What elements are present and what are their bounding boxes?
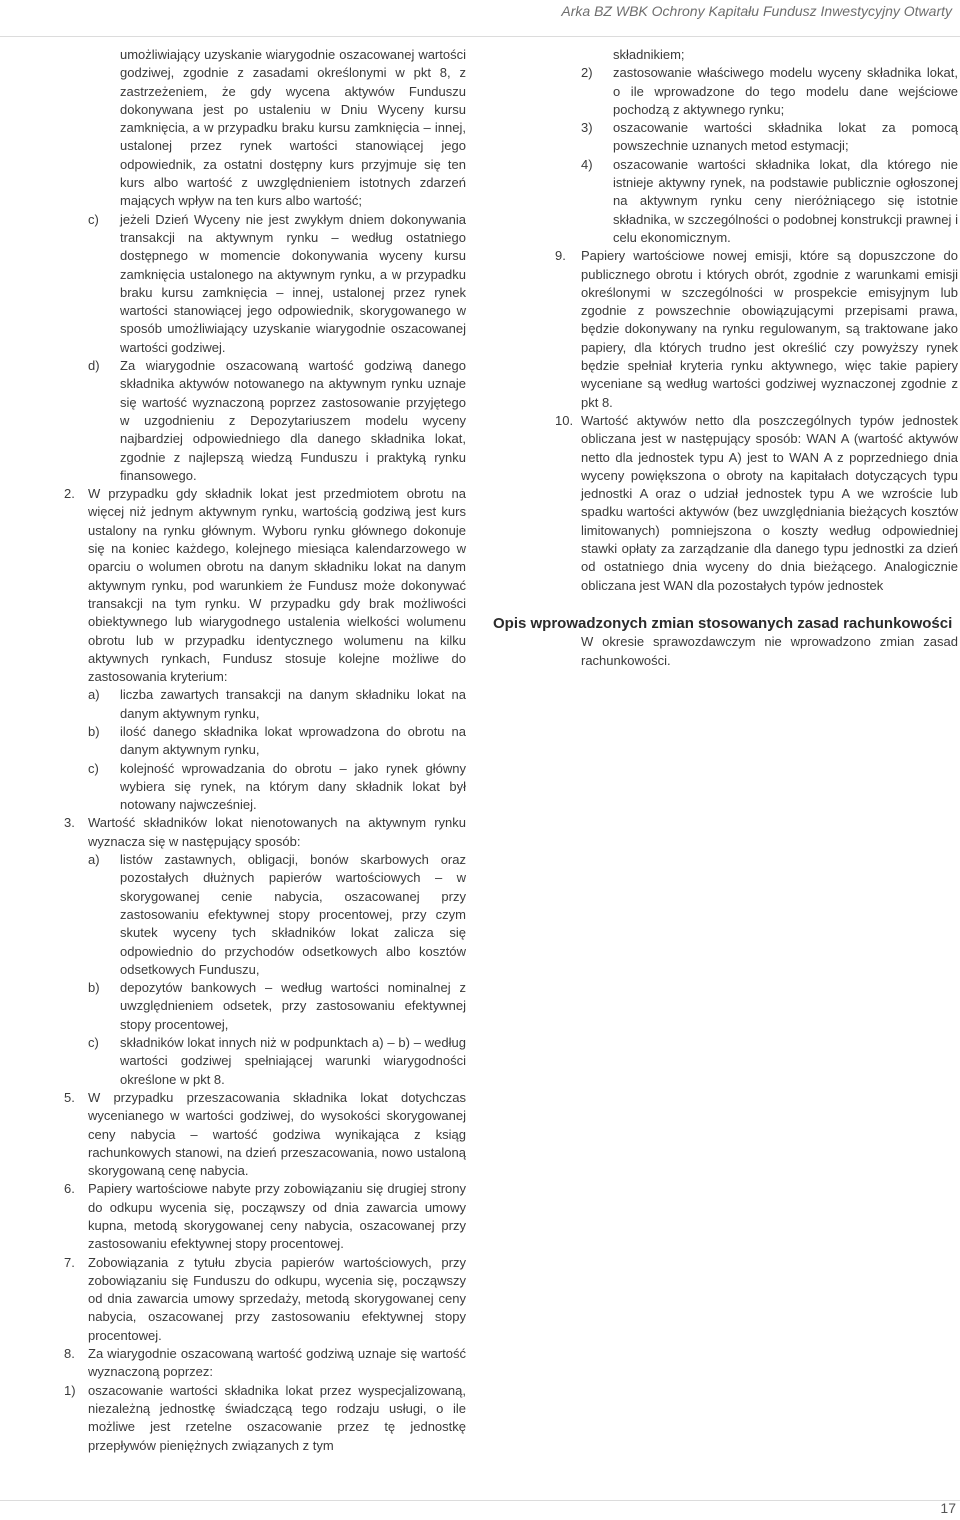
list-item: b) ilość danego składnika lokat wprowadzona do obrotu na danym aktywnym rynku,	[88, 723, 466, 758]
list-item: b) depozytów bankowych – według wartości nominalnej z uwzględnieniem odsetek, przy zastosowaniu efektywnej stopy procentowej,	[88, 980, 466, 1032]
list-item: c) kolejność wprowadzania do obrotu – jako rynek główny wybiera się rynek, na którym dany składnik lokat był notowany najwcześniej.	[88, 760, 466, 813]
numbered-paragraph: 6. Papiery wartościowe nabyte przy zobowiązaniu się drugiej strony do odkupu wycenia się, począwszy od dnia zawarcia umowy kupna, metodą skorygowanej ceny nabycia, oszacowanej przy zastosowaniu efektywnej stopy procentowej.	[64, 1181, 466, 1252]
section-heading: Opis wprowadzonych zmian stosowanych zasad rachunkowości	[493, 614, 953, 632]
list-item: 3) oszacowanie wartości składnika lokat za pomocą powszechnie uznanych metod estymacji;	[581, 120, 958, 154]
numbered-paragraph: 10. Wartość aktywów netto dla poszczególnych typów jednostek obliczana jest w następujący sposób: WAN A (wartość aktywów netto dla jednostek typu A) jest to WAN A z poprzedniego dnia wyceny powiększona o obroty na kapitałach dotyczących typu jednostki A oraz o udział jednostek typu A we wzroście lub spadku wartości aktywów (bez uwzględniania bieżących kosztów limitowanych) pomniejszona o koszty według odpowiedniej stawki opłaty za zarządzanie dla danego typu jednostki za dzień od ostatniego dnia wyceny do dnia bieżącego. Analogicznie obliczana jest WAN dla pozostałych typów jednostek	[555, 412, 958, 593]
paragraph: umożliwiający uzyskanie wiarygodnie oszacowanej wartości godziwej, zgodnie z zasadami określonymi w pkt 8, z zastrzeżeniem, że gdy wycena aktywów Funduszu dokonywana jest po ustaleniu w Dniu Wyceny kursu zamknięcia, a w przypadku braku kursu zamknięcia – innej, ustalonej przez rynek wartości stanowiącej jego odpowiednik, za ostatni dostępny kurs przyjmuje się ten kurs albo wartość z uwzględnieniem istotnych zdarzeń mających wpływ na ten kurs albo wartość;	[120, 47, 466, 209]
page-number: 17	[940, 1500, 956, 1516]
section-body: W okresie sprawozdawczym nie wprowadzono zmian zasad rachunkowości.	[581, 634, 958, 668]
document-title: Arka BZ WBK Ochrony Kapitału Fundusz Inwestycyjny Otwarty	[561, 3, 952, 19]
footer-divider	[0, 1500, 960, 1501]
list-item: a) listów zastawnych, obligacji, bonów skarbowych oraz pozostałych dłużnych papierów wartościowych – w skorygowanej cenie nabycia, oszacowanej przy zastosowaniu efektywnej stopy procentowej, przy czym skutek wyceny tych składników lokat zalicza się odpowiednio do przychodów odsetkowych albo kosztów odsetkowych Funduszu,	[88, 852, 466, 977]
numbered-paragraph: 8. Za wiarygodnie oszacowaną wartość godziwą uznaje się wartość wyznaczoną poprzez:	[64, 1346, 466, 1380]
numbered-paragraph: 2. W przypadku gdy składnik lokat jest przedmiotem obrotu na więcej niż jednym aktywnym rynku, wartością godziwą jest kurs ustalony na rynku głównym. Wyboru rynku głównego dokonuje się na koniec każdego, kolejnego miesiąca kalendarzowego w oparciu o wolumen obrotu na danym składniku lokat na danym aktywnym rynku, pod warunkiem że Fundusz może dokonywać transakcji na tym rynku. W przypadku gdy brak możliwości obiektywnego lub wiarygodnego ustalenia wielkości wolumenu obrotu lub w przypadku identycznego wolumenu na kilku aktywnych rynkach, Fundusz stosuje kolejne możliwe do zastosowania kryterium:	[64, 486, 466, 685]
right-column	[493, 46, 958, 670]
numbered-paragraph: 7. Zobowiązania z tytułu zbycia papierów wartościowych, przy zobowiązaniu się Funduszu do odkupu, wycenia się, począwszy od dnia zawarcia umowy sprzedaży, metodą skorygowanej ceny nabycia, oszacowanej przy zastosowaniu efektywnej stopy procentowej.	[64, 1254, 466, 1343]
page-header	[0, 0, 960, 37]
list-item: 2) zastosowanie właściwego modelu wyceny składnika lokat, o ile wprowadzone do tego modelu dane wejściowe pochodzą z aktywnego rynku;	[581, 65, 958, 117]
numbered-paragraph: 5. W przypadku przeszacowania składnika lokat dotychczas wycenianego w wartości godziwej, do wysokości skorygowanej ceny nabycia – wartość godziwa wynikająca z ksiąg rachunkowych stanowi, na dzień przeszacowania, nowo ustaloną skorygowaną cenę nabycia.	[64, 1089, 466, 1179]
list-item: 1) oszacowanie wartości składnika lokat przez wyspecjalizowaną, niezależną jednostkę świadczącą tego rodzaju usługi, o ile możliwe jest rzetelne oszacowanie przez tę jednostkę przepływów pieniężnych związanych z tym	[64, 1382, 466, 1453]
list-item: c) składników lokat innych niż w podpunktach a) – b) – według wartości godziwej spełniającej warunki wiarygodności określone w pkt 8.	[88, 1035, 466, 1087]
list-item: a) liczba zawartych transakcji na danym składniku lokat na danym aktywnym rynku,	[88, 687, 466, 721]
list-item: 4) oszacowanie wartości składnika lokat, dla którego nie istnieje aktywny rynek, na podstawie publicznie ogłoszonej na aktywnym rynku ceny nieróżniącego się istotnie składnika, w szczególności o podobnej konstrukcji prawnej i celu ekonomicznym.	[581, 156, 958, 245]
paragraph: składnikiem;	[613, 47, 685, 62]
numbered-paragraph: 3. Wartość składników lokat nienotowanych na aktywnym rynku wyznacza się w następujący sposób:	[64, 815, 466, 849]
numbered-paragraph: 9. Papiery wartościowe nowej emisji, które są dopuszczone do publicznego obrotu i których obrót, zgodnie z warunkami emisji określonymi w szczególności w prospekcie emisyjnym lub zgodnie z powszechnie obowiązującymi przepisami prawa, będzie dokonywany na rynku regulowanym, są traktowane jako papiery, dla których trudno jest określić czy powyższy rynek będzie spełniał kryteria rynku aktywnego, więc takie papiery wyceniane są według wartości godziwej wyznaczonej zgodnie z pkt 8.	[555, 248, 958, 410]
list-item: d) Za wiarygodnie oszacowaną wartość godziwą danego składnika aktywów notowanego na aktywnym rynku uznaje się wartość wyznaczoną poprzez zastosowanie przyjętego w uzgodnieniu z Depozytariuszem modelu wyceny najbardziej odpowiedniego dla danego składnika lokat, zgodnie z najlepszą wiedzą Funduszu i praktyką rynku finansowego.	[88, 358, 466, 483]
list-item: c) jeżeli Dzień Wyceny nie jest zwykłym dniem dokonywania transakcji na aktywnym rynku – według ostatniego dostępnego w momencie dokonywania wyceny kursu zamknięcia ustalonego na aktywnym rynku, a w przypadku braku kursu zamknięcia – innej, ustalonej przez rynek wartości stanowiącej jego odpowiednik, skorygowanego w sposób umożliwiający uzyskanie wiarygodnie oszacowanej wartości godziwej.	[88, 211, 466, 355]
left-column	[64, 46, 466, 1455]
